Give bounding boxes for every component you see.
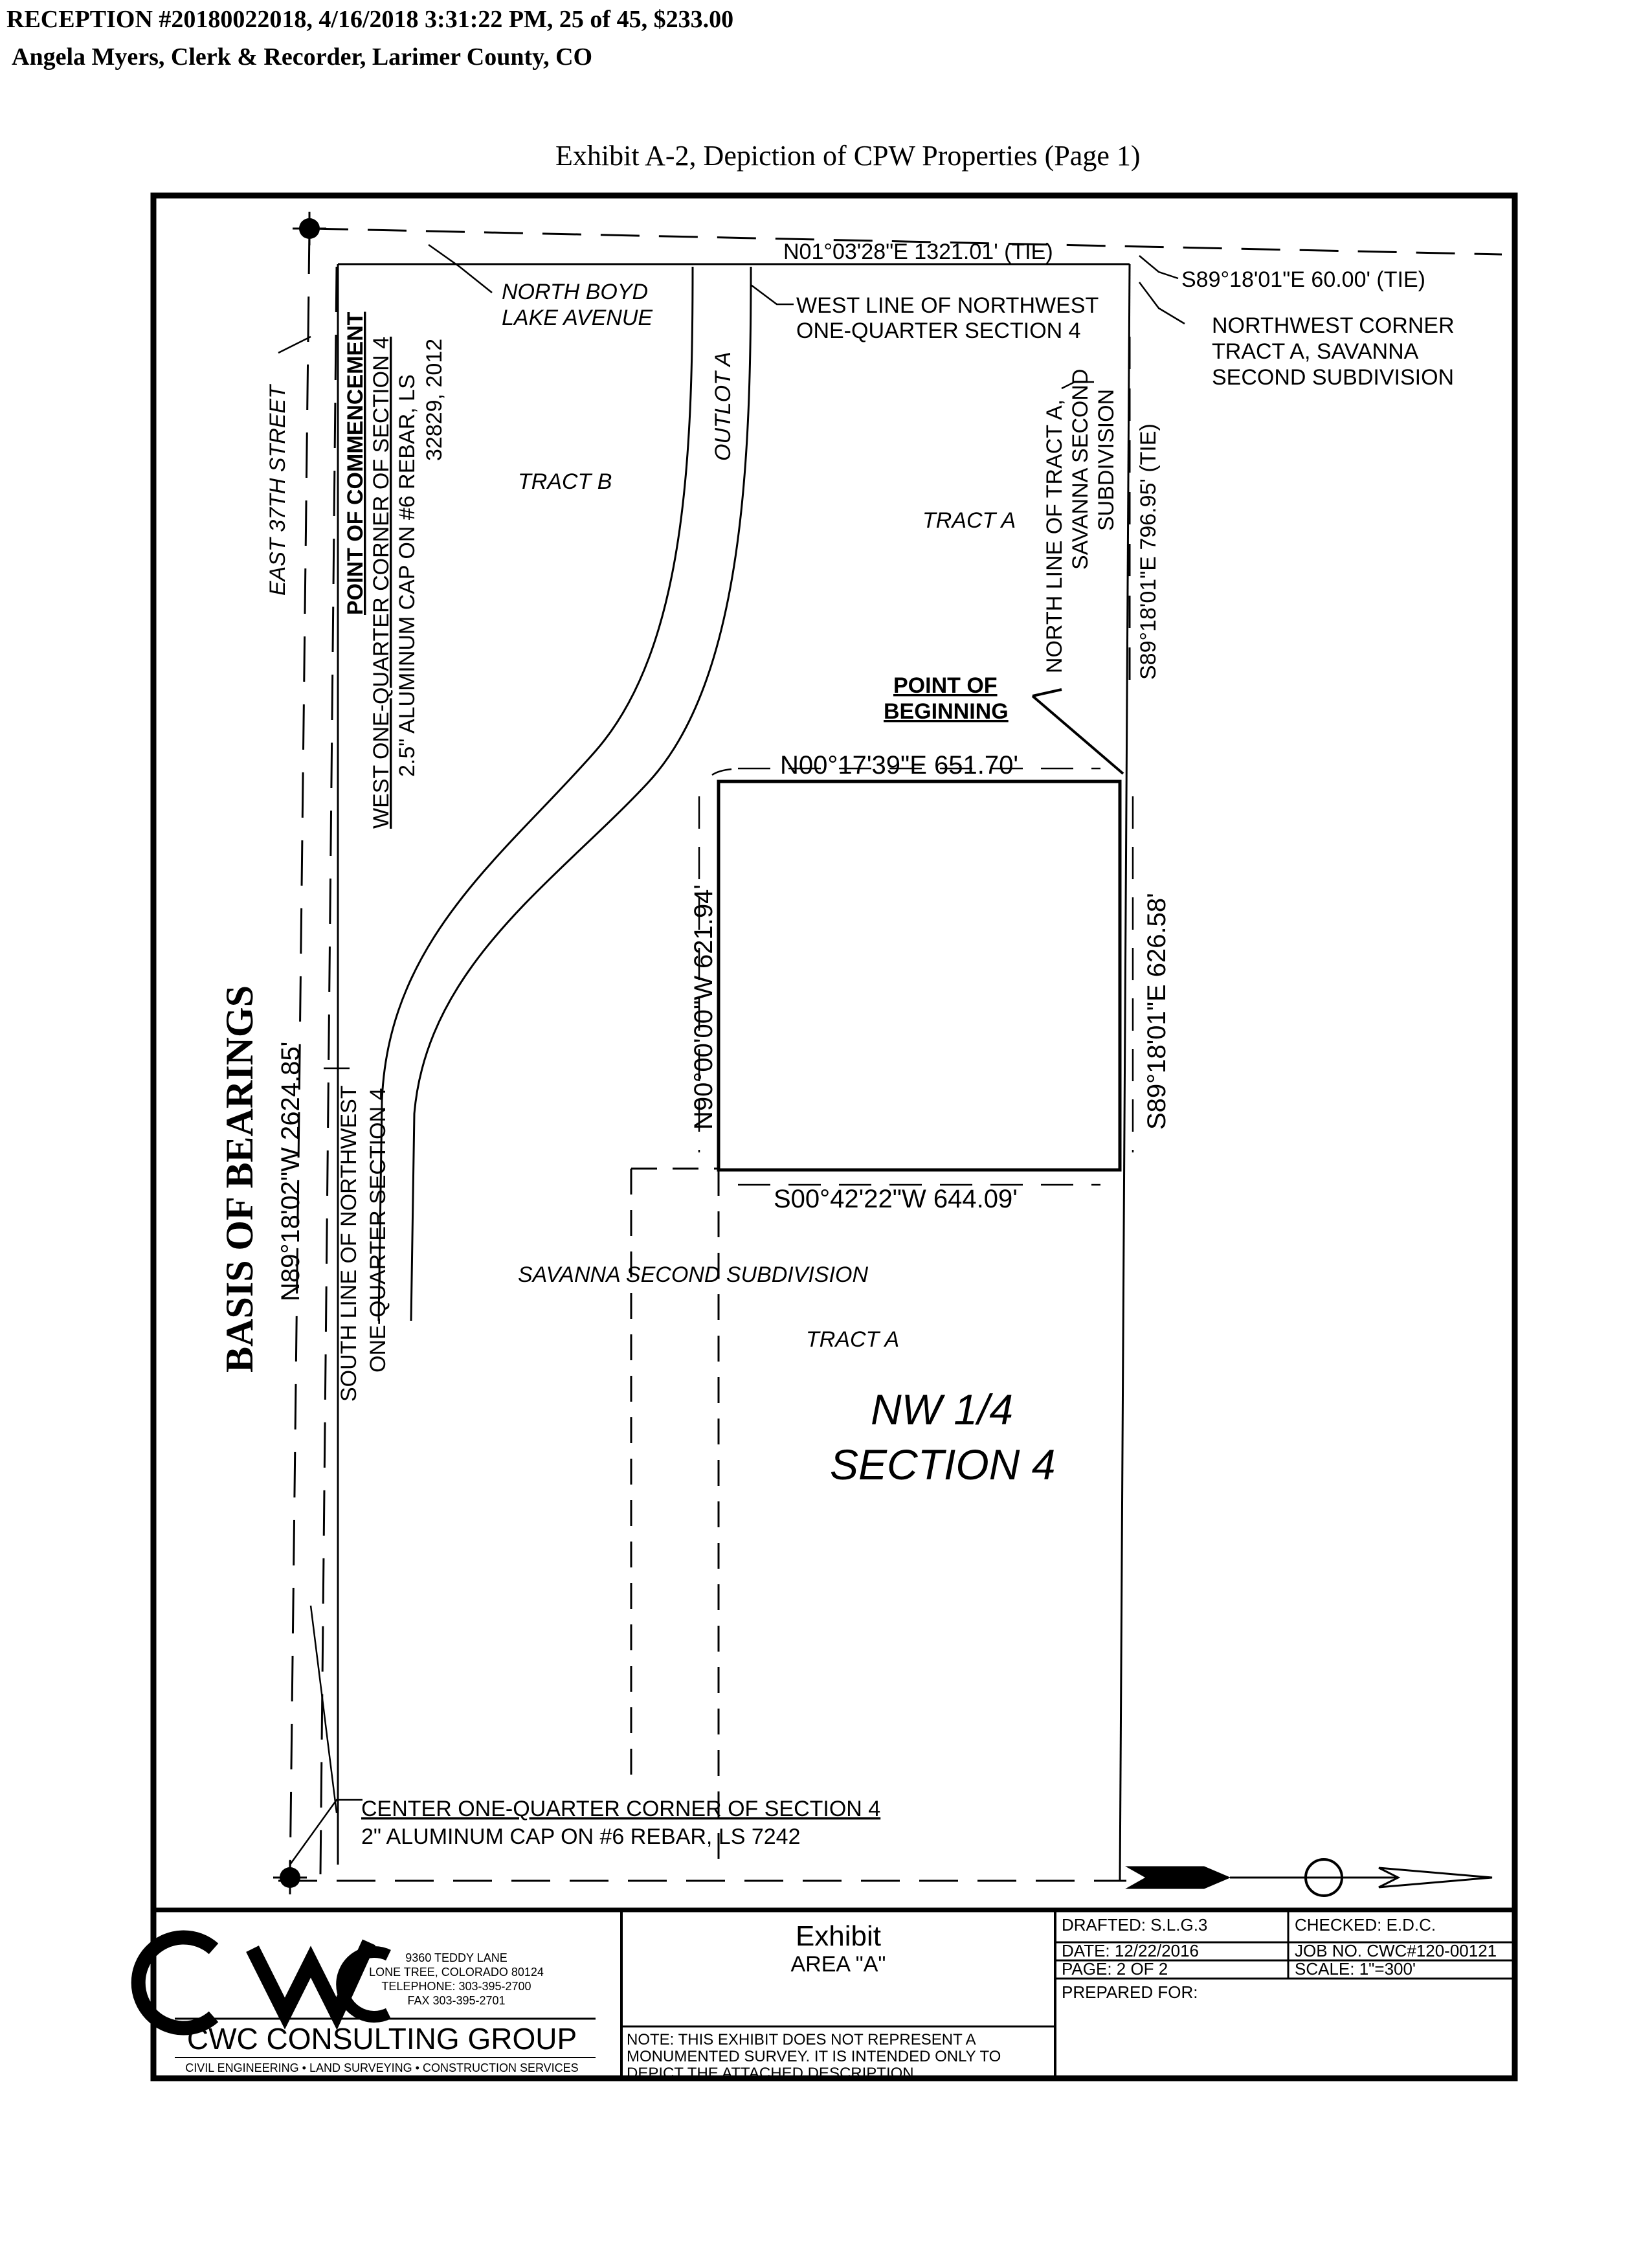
nw-corner-label-2: TRACT A, SAVANNA: [1212, 339, 1419, 364]
page-field: PAGE: 2 OF 2: [1062, 1959, 1168, 1979]
basis-bearing-label: N89°18'02"W 2624.85': [276, 1041, 305, 1301]
north-boyd-label-2: LAKE AVENUE: [502, 306, 653, 330]
west-line-label-2: ONE-QUARTER SECTION 4: [796, 319, 1081, 343]
bearing-bottom-label: S00°42'22"W 644.09': [774, 1185, 1018, 1213]
logo-text: CWC: [220, 1984, 222, 1985]
savanna-sub-label: SAVANNA SECOND SUBDIVISION: [518, 1262, 868, 1287]
poc-label-4: 32829, 2012: [422, 338, 447, 461]
south-line-label-2: ONE-QUARTER SECTION 4: [366, 1088, 390, 1373]
north-boyd-label: NORTH BOYD: [502, 280, 649, 304]
map-labels: [218, 240, 1455, 1849]
tie-north-label: N01°03'28"E 1321.01' (TIE): [783, 240, 1053, 264]
note-line-2: MONUMENTED SURVEY. IT IS INTENDED ONLY TO: [627, 2048, 1001, 2065]
pob-label: POINT OF: [893, 673, 998, 698]
company-name: CWC CONSULTING GROUP: [186, 2022, 577, 2056]
prepared-for-field: PREPARED FOR:: [1062, 1982, 1198, 2002]
east-37th-label: EAST 37TH STREET: [265, 385, 290, 596]
address-line-4: FAX 303-395-2701: [407, 1994, 506, 2007]
address-line-1: 9360 TEDDY LANE: [405, 1951, 508, 1964]
north-line-label-3: SUBDIVISION: [1094, 388, 1119, 531]
note-line-1: NOTE: THIS EXHIBIT DOES NOT REPRESENT A: [627, 2031, 976, 2048]
nw-corner-label: NORTHWEST CORNER: [1212, 313, 1455, 338]
map-linework: [278, 229, 1502, 1881]
company-logo-icon: [139, 1938, 388, 2028]
clerk-line: Angela Myers, Clerk & Recorder, Larimer County, CO: [12, 43, 593, 71]
bearing-top-label: N00°17'39"E 651.70': [780, 751, 1018, 780]
company-services: CIVIL ENGINEERING • LAND SURVEYING • CONSTRUCTION SERVICES: [185, 2061, 579, 2074]
center-quarter-corner-monument: [273, 1861, 307, 1894]
poc-label-3: 2.5" ALUMINUM CAP ON #6 REBAR, LS: [395, 374, 419, 777]
reception-line: RECEPTION #20180022018, 4/16/2018 3:31:22 PM, 25 of 45, $233.00: [6, 6, 734, 33]
west-line-label: WEST LINE OF NORTHWEST: [796, 293, 1099, 318]
outlot-a-label: OUTLOT A: [711, 352, 735, 461]
note-line-3: DEPICT THE ATTACHED DESCRIPTION.: [627, 2065, 919, 2082]
scale-field: SCALE: 1"=300': [1295, 1959, 1416, 1979]
bearing-left-label: N90°00'00"W 621.94': [689, 884, 718, 1130]
nw-corner-label-3: SECOND SUBDIVISION: [1212, 365, 1455, 390]
north-line-label-2: SAVANNA SECOND: [1068, 368, 1093, 570]
nw-quarter-label: NW 1/4: [871, 1386, 1014, 1433]
center-corner-label: CENTER ONE-QUARTER CORNER OF SECTION 4: [361, 1797, 881, 1821]
tract-a-bottom-label: TRACT A: [806, 1327, 900, 1352]
exhibit-title: Exhibit A-2, Depiction of CPW Properties (Page 1): [555, 140, 1141, 172]
job-no-field: JOB NO. CWC#120-00121: [1295, 1941, 1497, 1960]
south-line-label: SOUTH LINE OF NORTHWEST: [337, 1085, 361, 1402]
poc-label: POINT OF COMMENCEMENT: [343, 311, 368, 615]
poc-label-2: WEST ONE-QUARTER CORNER OF SECTION 4: [369, 336, 394, 829]
address-line-2: LONE TREE, COLORADO 80124: [369, 1966, 544, 1979]
tie-east-label: S89°18'01"E 60.00' (TIE): [1181, 267, 1425, 292]
basis-of-bearings-label: BASIS OF BEARINGS: [218, 985, 261, 1373]
north-line-label: NORTH LINE OF TRACT A,: [1042, 399, 1067, 673]
title-block: [139, 1910, 1515, 2082]
exhibit-label: Exhibit: [795, 1920, 882, 1952]
tract-b-label: TRACT B: [518, 469, 612, 494]
date-field: DATE: 12/22/2016: [1062, 1941, 1199, 1960]
point-of-commencement-monument: [293, 212, 326, 245]
address-line-3: TELEPHONE: 303-395-2700: [381, 1980, 531, 1993]
checked-field: CHECKED: E.D.C.: [1295, 1915, 1436, 1935]
north-arrow-icon: [1126, 1859, 1492, 1896]
center-corner-label-2: 2" ALUMINUM CAP ON #6 REBAR, LS 7242: [361, 1824, 801, 1849]
drafted-field: DRAFTED: S.L.G.3: [1062, 1915, 1208, 1935]
nw-quarter-label-2: SECTION 4: [830, 1441, 1056, 1488]
tie-east-vertical-label: S89°18'01"E 796.95' (TIE): [1136, 423, 1161, 680]
tract-a-top-label: TRACT A: [922, 508, 1016, 533]
bearing-right-label: S89°18'01"E 626.58': [1143, 893, 1171, 1130]
pob-label-2: BEGINNING: [884, 699, 1009, 724]
area-label: AREA "A": [790, 1952, 886, 1977]
